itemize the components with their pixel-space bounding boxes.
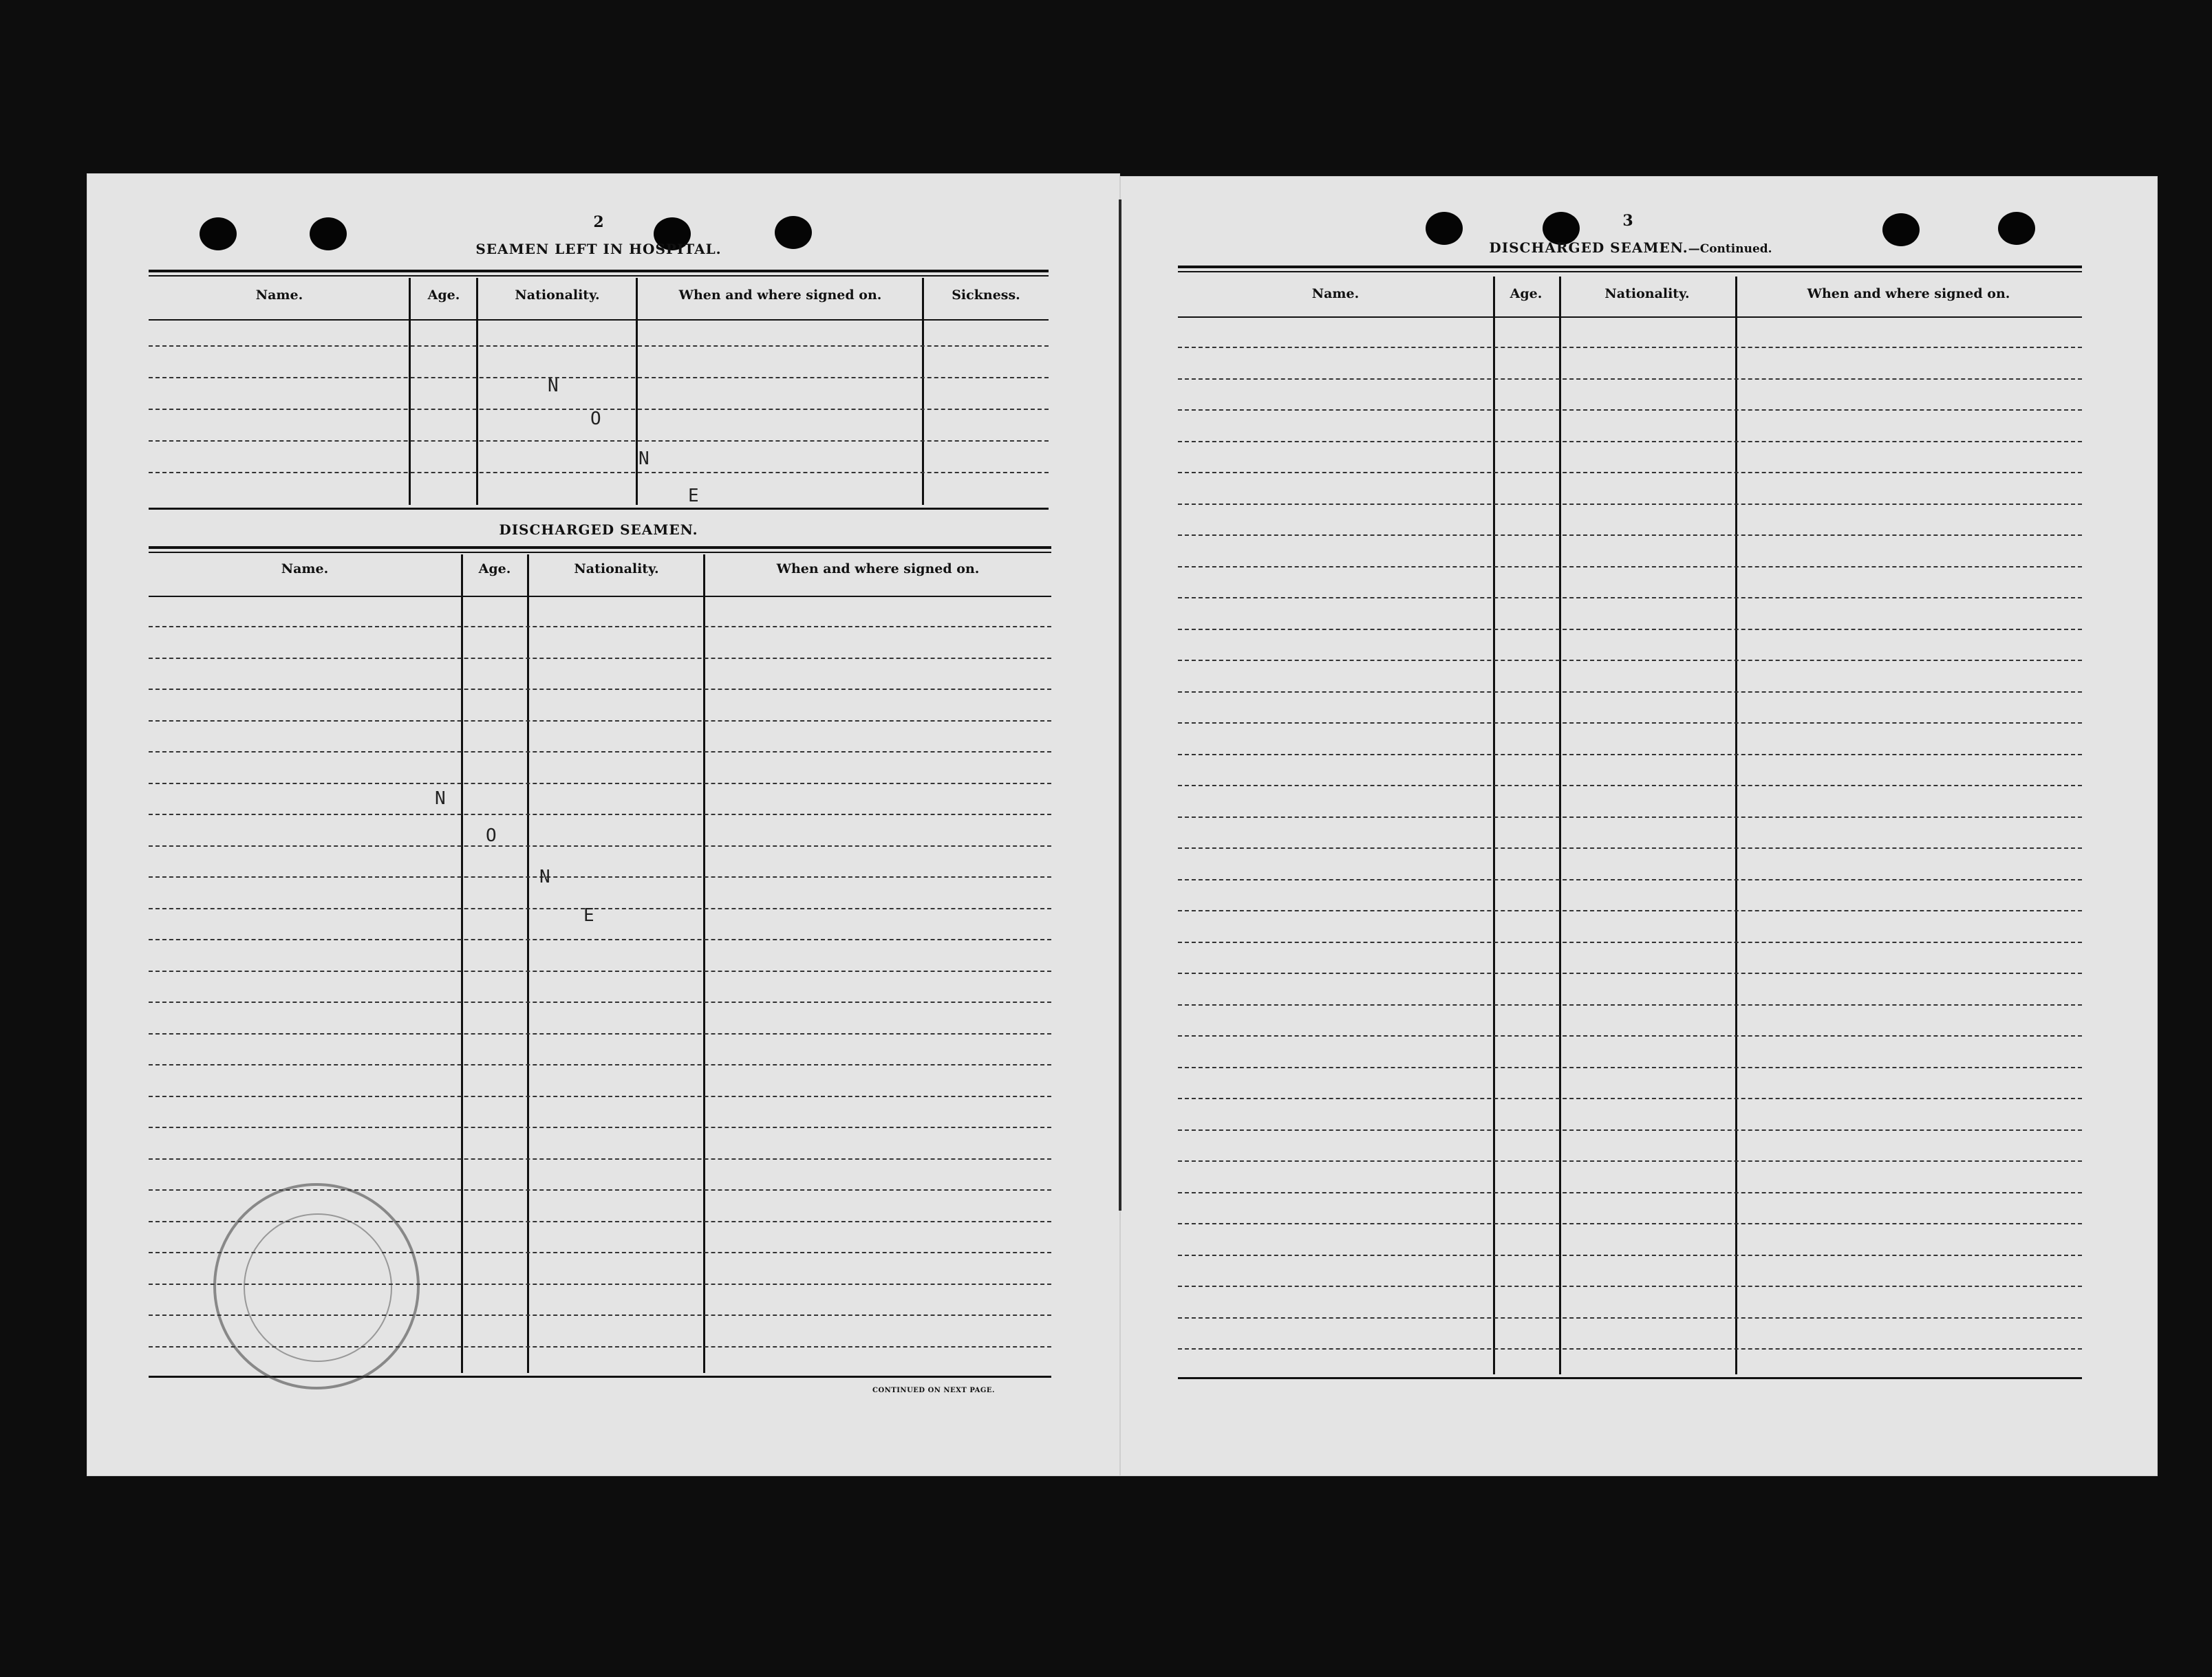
ruled-line <box>1178 1255 2082 1256</box>
column-divider <box>922 278 924 505</box>
punch-hole <box>200 217 237 250</box>
ruled-line <box>149 1033 1051 1035</box>
ruled-line <box>1178 1160 2082 1162</box>
ruled-line <box>1178 504 2082 505</box>
entry-letter: O <box>486 825 497 846</box>
ruled-line <box>1178 1004 2082 1006</box>
ruled-line <box>1178 816 2082 818</box>
ruled-line <box>1178 1223 2082 1224</box>
ruled-line <box>1178 1348 2082 1350</box>
col-header-signed-on: When and where signed on. <box>776 561 980 576</box>
ruled-line <box>149 1096 1051 1097</box>
ruled-line <box>149 689 1051 690</box>
ruled-line <box>149 345 1049 347</box>
punch-hole <box>775 216 812 249</box>
column-divider <box>461 554 463 1373</box>
ruled-line <box>1178 660 2082 661</box>
ruled-line <box>1178 566 2082 567</box>
ruled-line <box>149 658 1051 659</box>
column-divider <box>636 278 638 505</box>
ruled-line <box>149 908 1051 909</box>
double-rule <box>1178 266 2082 272</box>
header-rule <box>149 319 1049 321</box>
col-header-sickness: Sickness. <box>952 288 1020 303</box>
discharged-continued-title <box>1445 239 1816 256</box>
ruled-line <box>1178 847 2082 849</box>
header-rule <box>149 596 1051 597</box>
ruled-line <box>149 440 1049 442</box>
entry-letter: N <box>435 788 446 809</box>
ruled-line <box>1178 534 2082 536</box>
discharged-table-right <box>1178 266 2082 1383</box>
ruled-line <box>1178 1317 2082 1319</box>
ruled-line <box>1178 973 2082 974</box>
col-header-nationality: Nationality. <box>574 561 659 576</box>
ruled-line <box>1178 1286 2082 1287</box>
entry-letter: N <box>539 867 550 887</box>
double-rule <box>149 270 1049 277</box>
entry-letter: O <box>590 409 601 429</box>
ruled-line <box>149 1127 1051 1128</box>
title-suffix: —Continued. <box>1688 242 1772 256</box>
col-header-name: Name. <box>281 561 329 576</box>
col-header-signed-on: When and where signed on. <box>678 288 882 303</box>
hospital-table <box>149 270 1049 512</box>
ruled-line <box>149 814 1051 815</box>
ruled-line <box>1178 1035 2082 1037</box>
ruled-line <box>1178 472 2082 473</box>
official-stamp <box>213 1183 420 1389</box>
double-rule <box>149 546 1051 553</box>
ruled-line <box>1178 691 2082 693</box>
col-header-nationality: Nationality. <box>1604 286 1690 301</box>
ruled-line <box>149 626 1051 627</box>
punch-hole <box>1998 212 2035 245</box>
col-header-nationality: Nationality. <box>515 288 600 303</box>
column-divider <box>476 278 478 505</box>
ruled-line <box>1178 409 2082 411</box>
page-fold <box>1119 199 1121 1211</box>
ruled-line <box>149 720 1051 722</box>
ruled-line <box>149 845 1051 847</box>
ruled-line <box>1178 1067 2082 1068</box>
column-divider <box>527 554 529 1373</box>
col-header-age: Age. <box>427 288 460 303</box>
hospital-table-header <box>149 283 1049 314</box>
ruled-line <box>1178 1129 2082 1131</box>
ruled-line <box>149 751 1051 753</box>
ruled-line <box>149 783 1051 784</box>
discharged-continued-header <box>1178 282 2082 312</box>
ruled-line <box>1178 879 2082 880</box>
header-rule <box>1178 316 2082 318</box>
ruled-line <box>1178 942 2082 943</box>
column-divider <box>409 278 411 505</box>
ruled-line <box>1178 910 2082 911</box>
column-divider <box>703 554 705 1373</box>
ruled-line <box>1178 785 2082 786</box>
hospital-section-title: SEAMEN LEFT IN HOSPITAL. <box>475 241 722 257</box>
continued-note: CONTINUED ON NEXT PAGE. <box>872 1387 996 1394</box>
page-number-left: 2 <box>593 213 604 231</box>
entry-letter: E <box>583 905 594 926</box>
col-header-signed-on: When and where signed on. <box>1807 286 2010 301</box>
ruled-line <box>149 472 1049 473</box>
ruled-line <box>149 971 1051 972</box>
col-header-name: Name. <box>255 288 303 303</box>
ruled-line <box>149 1064 1051 1065</box>
ruled-line <box>149 1002 1051 1003</box>
discharged-table-header <box>149 557 1051 587</box>
entry-letter: N <box>548 376 559 396</box>
ruled-line <box>149 939 1051 940</box>
ruled-line <box>1178 1098 2082 1099</box>
ruled-line <box>1178 629 2082 630</box>
title-main: DISCHARGED SEAMEN. <box>1489 239 1688 256</box>
entry-letter: N <box>638 448 649 469</box>
punch-hole <box>1882 213 1920 246</box>
col-header-age: Age. <box>1510 286 1543 301</box>
page-number-right: 3 <box>1622 212 1633 230</box>
ruled-line <box>1178 754 2082 755</box>
entry-letter: E <box>688 486 699 506</box>
bottom-rule <box>1178 1377 2082 1379</box>
ruled-line <box>1178 722 2082 724</box>
ruled-line <box>1178 441 2082 442</box>
ruled-line <box>1178 1192 2082 1193</box>
ruled-line <box>1178 347 2082 348</box>
col-header-age: Age. <box>478 561 511 576</box>
ruled-line <box>149 876 1051 878</box>
ruled-line <box>1178 378 2082 380</box>
ruled-line <box>149 377 1049 378</box>
discharged-section-title: DISCHARGED SEAMEN. <box>499 521 698 538</box>
punch-hole <box>310 217 347 250</box>
bottom-rule <box>149 508 1049 510</box>
ruled-line <box>1178 597 2082 598</box>
col-header-name: Name. <box>1311 286 1360 301</box>
ruled-line <box>149 1158 1051 1160</box>
